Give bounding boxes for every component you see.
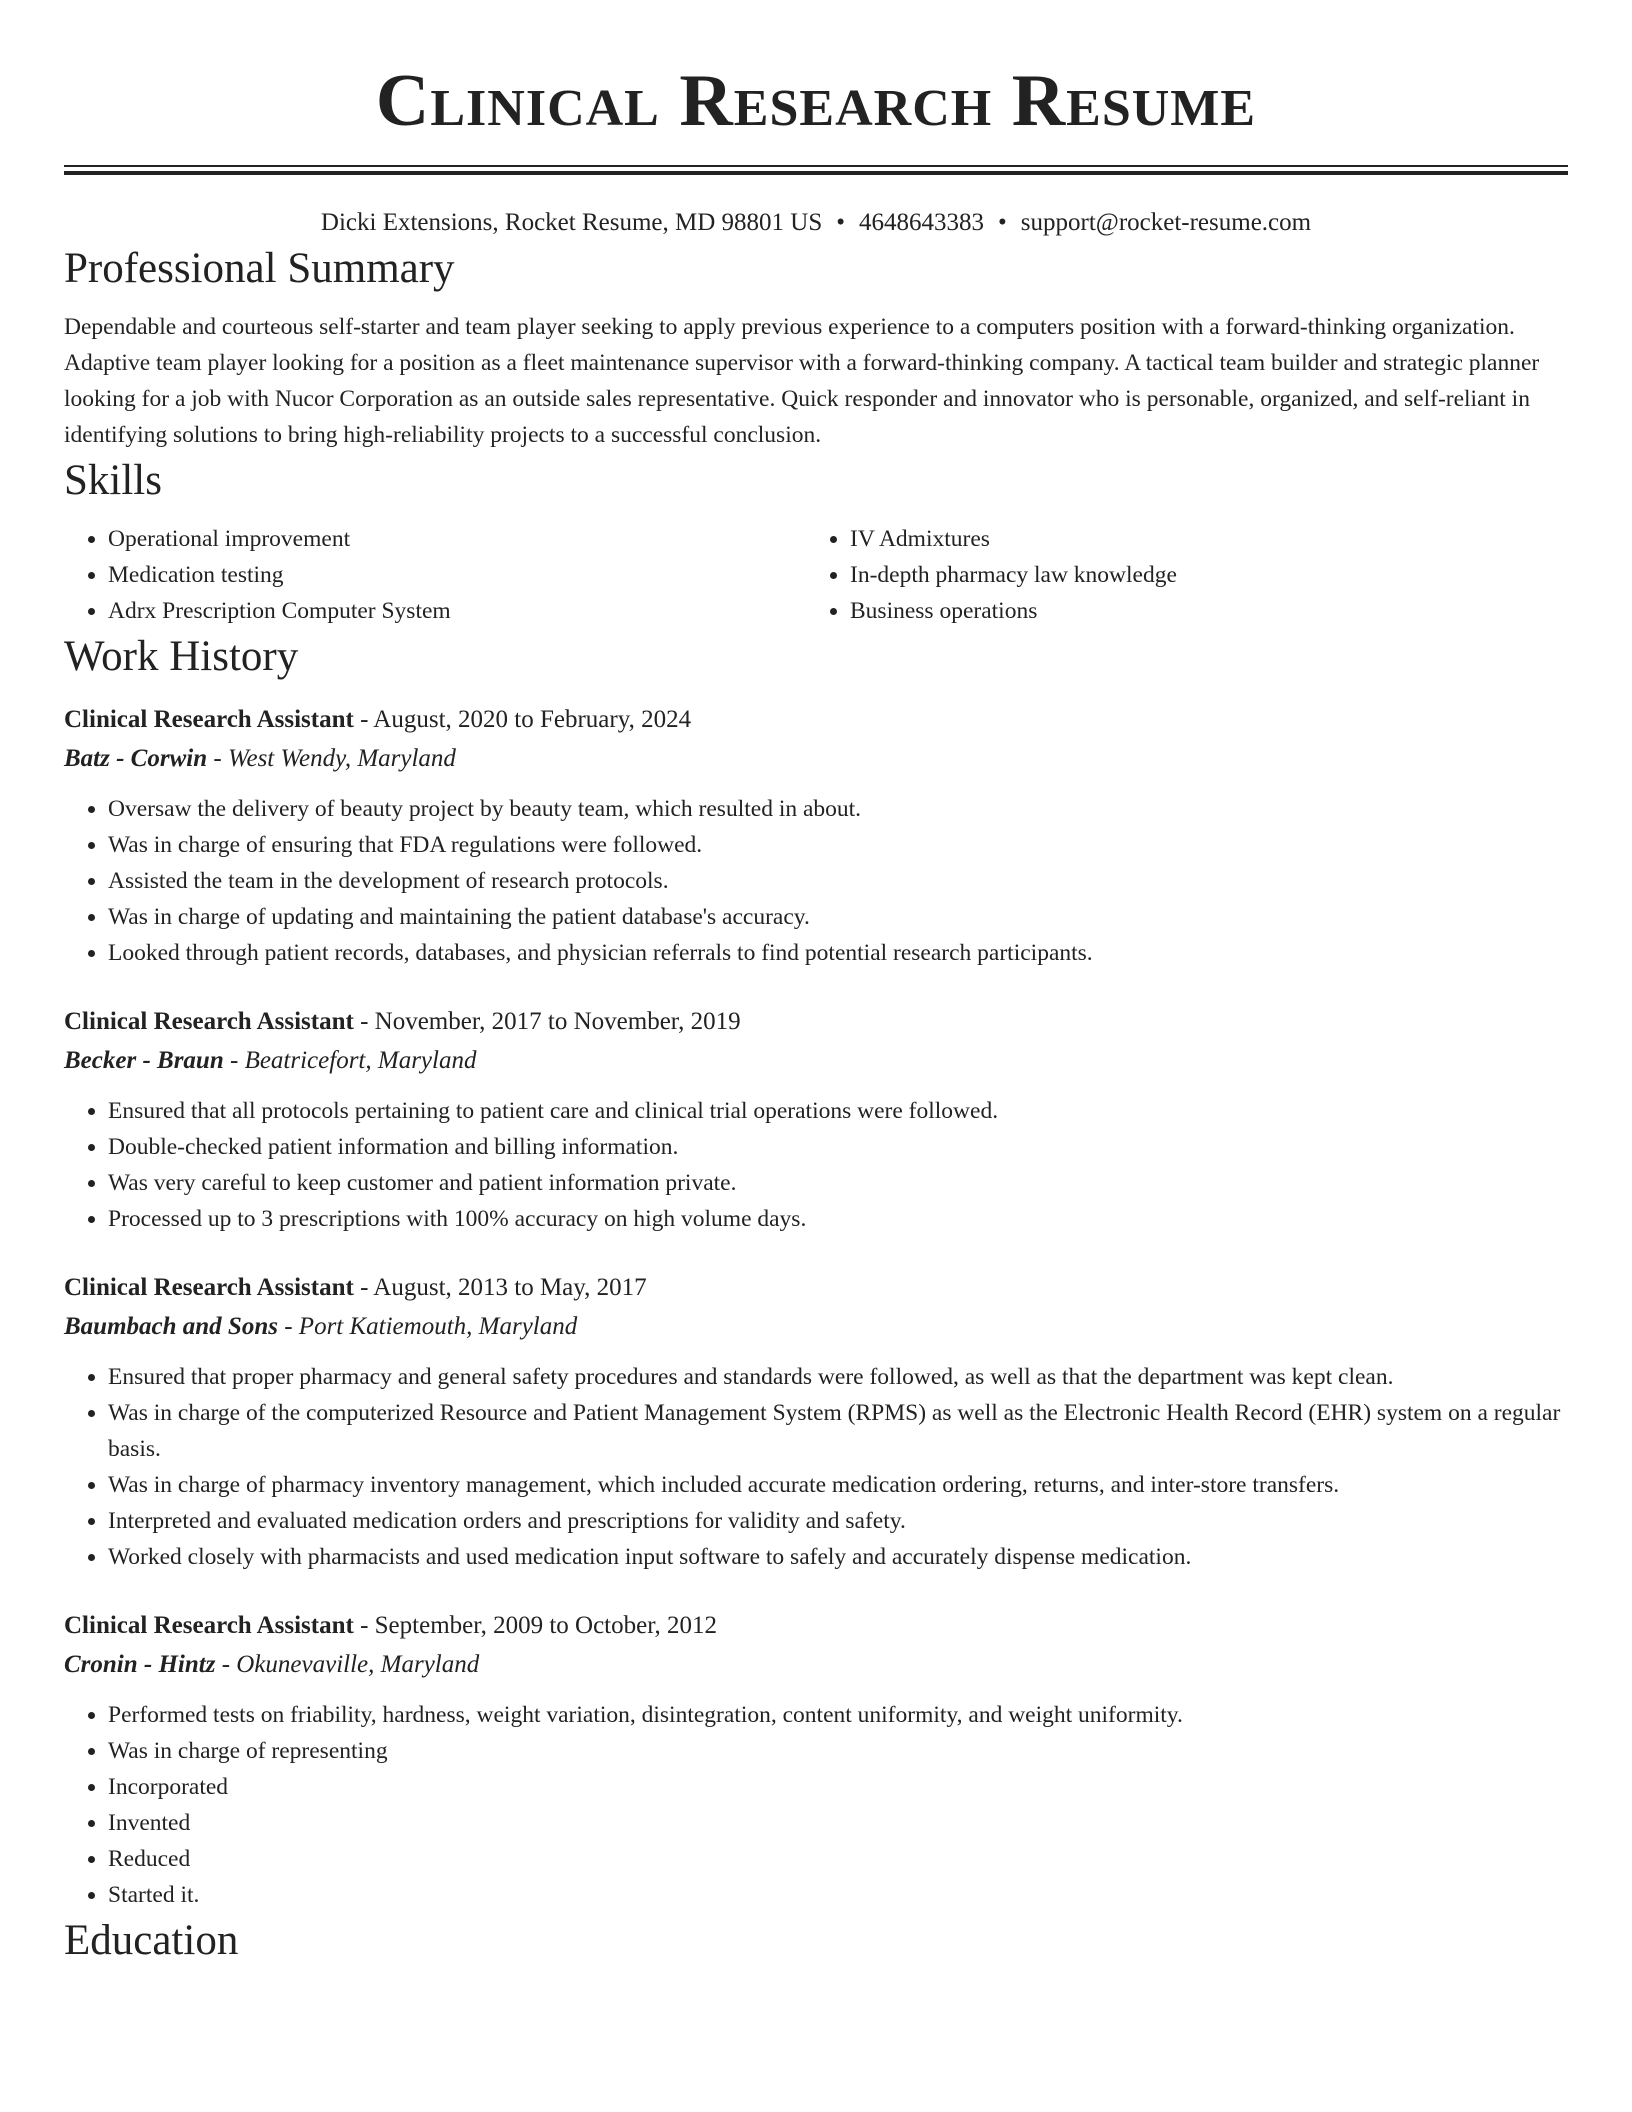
company-location: Beatricefort, Maryland <box>244 1047 477 1074</box>
job-title: Clinical Research Assistant <box>64 1274 354 1301</box>
education-heading: Education <box>64 1917 239 1964</box>
job-dates: November, 2017 to November, 2019 <box>374 1008 741 1035</box>
contact-phone: 4648643383 <box>859 209 985 236</box>
job-dates: September, 2009 to October, 2012 <box>374 1612 718 1639</box>
job-entry <box>64 1269 1568 1575</box>
company-line: Batz - Corwin - West Wendy, Maryland <box>64 745 456 772</box>
job-bullet: • Double-checked patient information and billing information. <box>108 1129 1568 1165</box>
company-line: Baumbach and Sons - Port Katiemouth, Maryland <box>64 1313 578 1340</box>
contact-address: Dicki Extensions, Rocket Resume, MD 98801 US <box>320 209 823 236</box>
company-location: Okunevaville, Maryland <box>236 1651 480 1678</box>
company-location: West Wendy, Maryland <box>227 745 456 772</box>
resume-page <box>64 0 1568 1969</box>
company-name: Becker - Braun <box>64 1047 224 1074</box>
job-bullet-list <box>64 1093 1568 1237</box>
job-title-line: Clinical Research Assistant - November, 2017 to November, 2019 <box>64 1008 741 1035</box>
skills-list <box>64 521 1568 629</box>
job-bullet-list <box>64 1359 1568 1575</box>
company-name: Cronin - Hintz <box>64 1651 216 1678</box>
job-dates: August, 2013 to May, 2017 <box>373 1274 647 1301</box>
skill-item: • IV Admixtures <box>850 521 1548 557</box>
job-title: Clinical Research Assistant <box>64 706 354 733</box>
skill-item: • Adrx Prescription Computer System <box>108 593 806 629</box>
summary-heading: Professional Summary <box>64 245 455 292</box>
skill-item: • Business operations <box>850 593 1548 629</box>
job-bullet: • Interpreted and evaluated medication orders and prescriptions for validity and safety. <box>108 1503 1568 1539</box>
skills-column-left <box>64 521 806 629</box>
job-bullet: • Reduced <box>108 1841 1568 1877</box>
company-location: Port Katiemouth, Maryland <box>298 1313 578 1340</box>
job-title: Clinical Research Assistant <box>64 1008 354 1035</box>
job-title-line: Clinical Research Assistant - September, 2009 to October, 2012 <box>64 1612 718 1639</box>
job-bullet: • Looked through patient records, databases, and physician referrals to find potential research participants. <box>108 935 1568 971</box>
job-bullet: • Started it. <box>108 1877 1568 1913</box>
skill-item: • In-depth pharmacy law knowledge <box>850 557 1548 593</box>
job-bullet: • Was in charge of the computerized Resource and Patient Management System (RPMS) as well as the Electronic Health Record (EHR) system on a regular basis. <box>108 1395 1568 1467</box>
job-bullet: • Was very careful to keep customer and patient information private. <box>108 1165 1568 1201</box>
resume-title: Clinical Research Resume <box>375 60 1257 142</box>
job-bullet-list <box>64 791 1568 971</box>
contact-separator: • <box>998 209 1007 236</box>
skills-heading: Skills <box>64 457 162 504</box>
job-bullet: • Performed tests on friability, hardness, weight variation, disintegration, content uniformity, and weight uniformity. <box>108 1697 1568 1733</box>
contact-separator: • <box>836 209 846 236</box>
job-bullet: • Processed up to 3 prescriptions with 100% accuracy on high volume days. <box>108 1201 1568 1237</box>
job-bullet: • Incorporated <box>108 1769 1568 1805</box>
job-title: Clinical Research Assistant <box>64 1612 354 1639</box>
job-bullet: • Ensured that proper pharmacy and general safety procedures and standards were followed, as well as that the department was kept clean. <box>108 1359 1568 1395</box>
job-title-line: Clinical Research Assistant - August, 2013 to May, 2017 <box>64 1274 647 1301</box>
job-bullet: • Was in charge of ensuring that FDA regulations were followed. <box>108 827 1568 863</box>
job-bullet: • Was in charge of representing <box>108 1733 1568 1769</box>
job-entry <box>64 701 1568 971</box>
job-dates: August, 2020 to February, 2024 <box>373 706 692 733</box>
job-bullet: • Was in charge of pharmacy inventory management, which included accurate medication ordering, returns, and inter-store transfers. <box>108 1467 1568 1503</box>
title-double-rule <box>64 165 1568 175</box>
job-entry <box>64 1003 1568 1237</box>
job-bullet: • Oversaw the delivery of beauty project by beauty team, which resulted in about. <box>108 791 1568 827</box>
skills-column-right <box>806 521 1548 629</box>
job-bullet-list <box>64 1697 1568 1913</box>
company-name: Batz - Corwin <box>64 745 208 772</box>
job-bullet: • Assisted the team in the development of research protocols. <box>108 863 1568 899</box>
contact-line <box>64 205 1568 241</box>
job-bullet: • Was in charge of updating and maintaining the patient database's accuracy. <box>108 899 1568 935</box>
job-title-line: Clinical Research Assistant - August, 2020 to February, 2024 <box>64 706 692 733</box>
job-bullet: • Worked closely with pharmacists and used medication input software to safely and accurately dispense medication. <box>108 1539 1568 1575</box>
company-line: Cronin - Hintz - Okunevaville, Maryland <box>64 1651 480 1678</box>
job-bullet: • Ensured that all protocols pertaining to patient care and clinical trial operations were followed. <box>108 1093 1568 1129</box>
contact-email: support@rocket-resume.com <box>1020 209 1312 236</box>
company-name: Baumbach and Sons <box>64 1313 278 1340</box>
skill-item: • Operational improvement <box>108 521 806 557</box>
company-line: Becker - Braun - Beatricefort, Maryland <box>64 1047 477 1074</box>
work-history-heading: Work History <box>64 633 299 680</box>
skill-item: • Medication testing <box>108 557 806 593</box>
summary-text: Dependable and courteous self-starter and team player seeking to apply previous experience to a computers position with a forward-thinking organization. Adaptive team player looking for a position as a fleet maintenance supervisor with a forward-thinking company. A tactical team builder and strategic planner looking for a job with Nucor Corporation as an outside sales representative. Quick responder and innovator who is personable, organized, and self-reliant in identifying solutions to bring high-reliability projects to a successful conclusion. <box>64 314 1540 448</box>
job-entry <box>64 1607 1568 1913</box>
job-bullet: • Invented <box>108 1805 1568 1841</box>
